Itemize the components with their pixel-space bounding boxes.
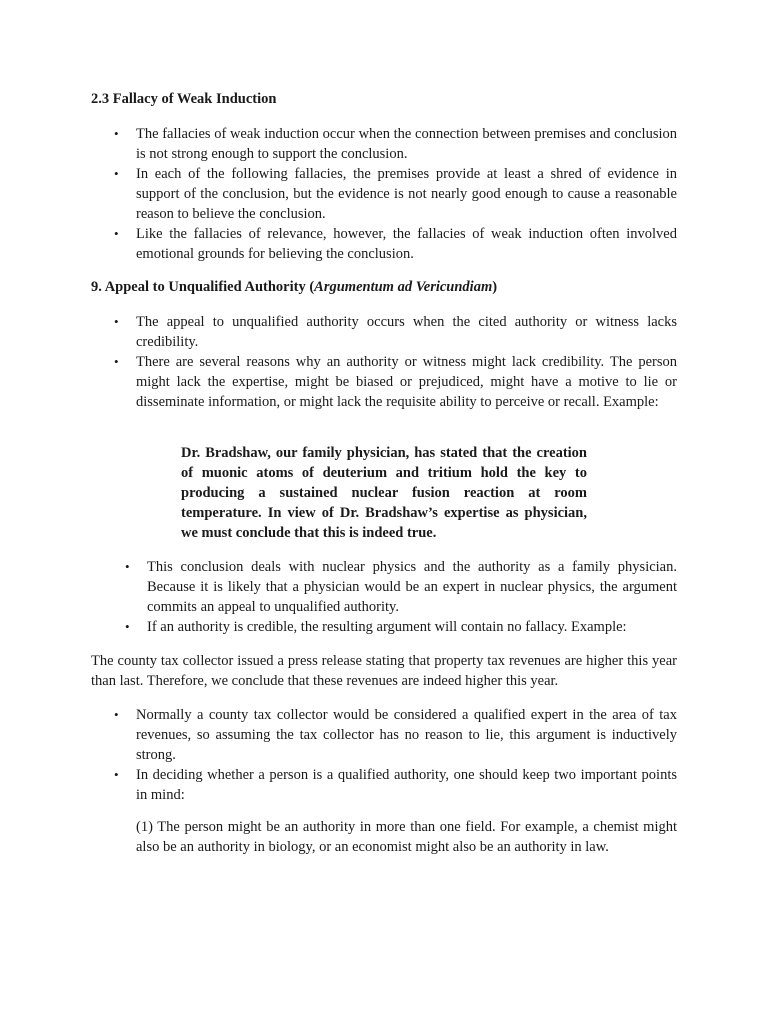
list-item-text: There are several reasons why an authority or witness might lack credibility. The person might lack the expertise, might be biased or prejudiced, might have a motive to lie or disseminate information, or might lack the requisite ability to perceive or recall. Example: [136,354,677,410]
bullet-icon: • [114,767,119,782]
section-heading: 2.3 Fallacy of Weak Induction [91,91,277,107]
analysis-bullet-list [125,557,677,637]
bullet-icon: • [114,354,119,369]
bullet-icon: • [125,559,130,574]
bullet-icon: • [114,314,119,329]
list-item-text: In each of the following fallacies, the premises provide at least a shred of evidence in support of the conclusion, but the evidence is not nearly good enough to cause a reasonable reason to believe the conclusion. [136,166,677,222]
list-item [125,617,677,637]
list-item [114,705,677,765]
list-item-text: If an authority is credible, the resulting argument will contain no fallacy. Example: [147,619,627,635]
example-quote: Dr. Bradshaw, our family physician, has stated that the creation of muonic atoms of deuterium and tritium hold the key to producing a sustained nuclear fusion reaction at room temperature. In view of Dr. Bradshaw’s expertise as physician, we must conclude that this is indeed true. [181,445,587,541]
list-item-text: This conclusion deals with nuclear physics and the authority as a family physician. Because it is likely that a physician would be an expert in nuclear physics, the argument commits an appeal to unqualified authority. [147,559,677,615]
fallacy-heading [91,277,497,297]
list-item [114,124,677,164]
list-item [114,164,677,224]
list-item [114,224,677,264]
list-item [114,312,677,352]
fallacy-heading-prefix: 9. Appeal to Unqualified Authority ( [91,279,315,295]
bullet-icon: • [114,226,119,241]
bullet-icon: • [114,166,119,181]
list-item-text: In deciding whether a person is a qualified authority, one should keep two important points in mind: [136,767,677,803]
list-item-text: The appeal to unqualified authority occurs when the cited authority or witness lacks credibility. [136,314,677,350]
bullet-icon: • [114,126,119,141]
fallacy-heading-suffix: ) [492,279,498,295]
bullet-icon: • [125,619,130,634]
list-item [114,352,677,412]
fallacy-latin-name: Argumentum ad Vericundiam [314,279,493,295]
closing-bullet-list [114,705,677,805]
definition-bullet-list [114,312,677,412]
point-one-paragraph: (1) The person might be an authority in more than one field. For example, a chemist might also be an authority in biology, or an economist might also be an authority in law. [136,819,677,855]
bullet-icon: • [114,707,119,722]
list-item-text: Like the fallacies of relevance, however, the fallacies of weak induction often involved emotional grounds for believing the conclusion. [136,226,677,262]
list-item [114,765,677,805]
list-item-text: The fallacies of weak induction occur when the connection between premises and conclusion is not strong enough to support the conclusion. [136,126,677,162]
intro-bullet-list [114,124,677,264]
list-item-text: Normally a county tax collector would be considered a qualified expert in the area of tax revenues, so assuming the tax collector has no reason to lie, this argument is inductively strong. [136,707,677,763]
credible-example-paragraph: The county tax collector issued a press release stating that property tax revenues are higher this year than last. Therefore, we conclude that these revenues are indeed higher this year. [91,653,677,689]
list-item [125,557,677,617]
